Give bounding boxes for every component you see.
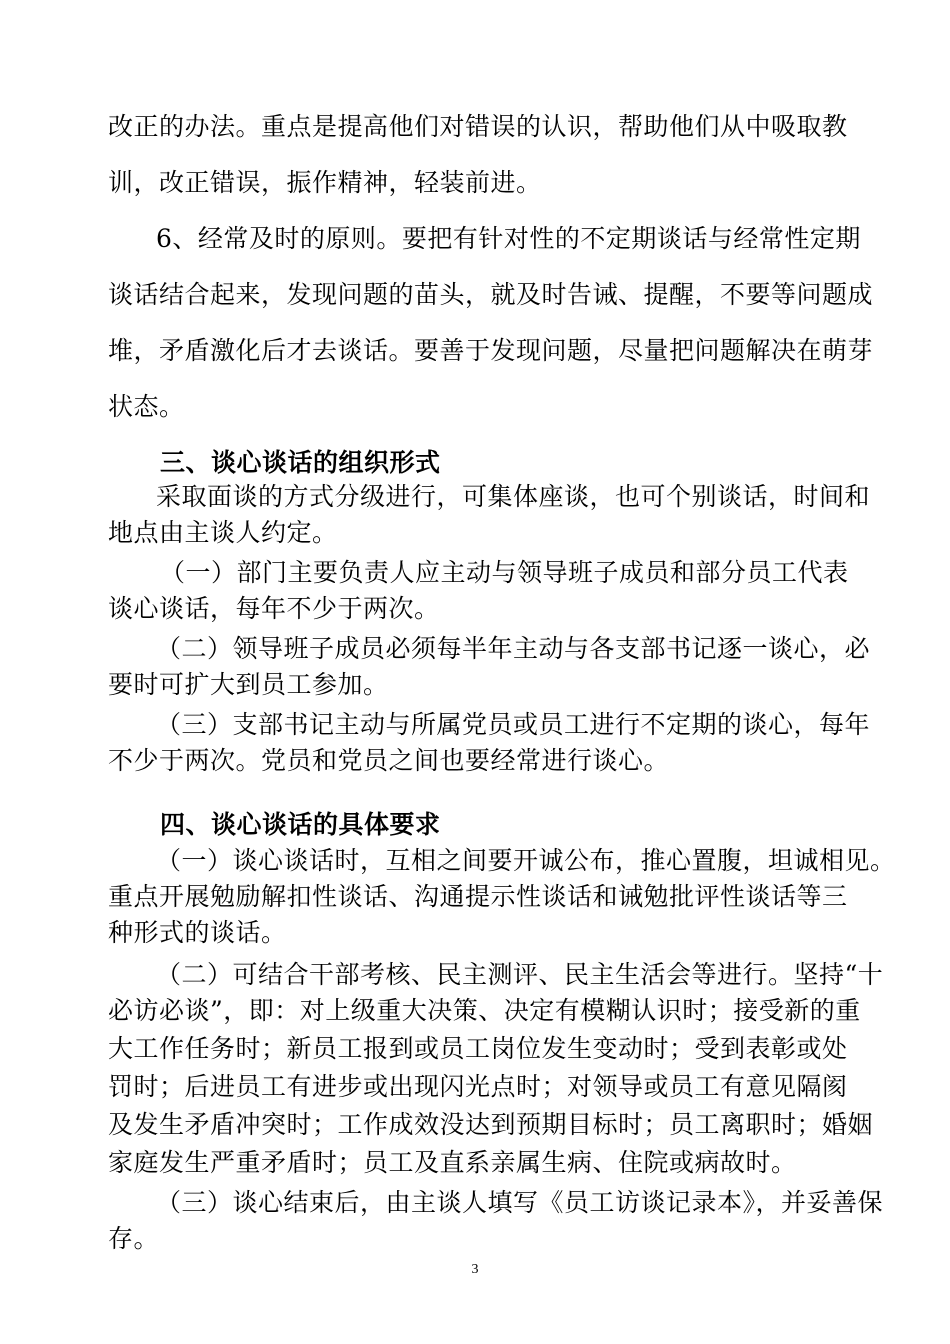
paragraph-line: 谈话结合起来，发现问题的苗头，就及时告诫、提醒，不要等问题成 (108, 280, 874, 309)
page-number: 3 (471, 1262, 479, 1277)
paragraph-line: 重点开展勉励解扣性谈话、沟通提示性谈话和诫勉批评性谈话等三 (108, 882, 848, 911)
paragraph-line: （三）支部书记主动与所属党员或员工进行不定期的谈心，每年 (156, 710, 871, 739)
paragraph-line: 训，改正错误，振作精神，轻装前进。 (108, 168, 542, 197)
paragraph-line: 种形式的谈话。 (108, 918, 287, 947)
paragraph-line: 存。 (108, 1224, 160, 1253)
paragraph-line: 谈心谈话，每年不少于两次。 (108, 594, 440, 623)
paragraph-line: 罚时；后进员工有进步或出现闪光点时；对领导或员工有意见隔阂 (108, 1072, 848, 1101)
paragraph-line: （三）谈心结束后，由主谈人填写《员工访谈记录本》，并妥善保 (156, 1188, 884, 1217)
paragraph-line: 不少于两次。党员和党员之间也要经常进行谈心。 (108, 746, 670, 775)
paragraph-line: 状态。 (108, 392, 185, 421)
paragraph-line: （二）可结合干部考核、民主测评、民主生活会等进行。坚持“十 (156, 960, 884, 989)
paragraph-line: 采取面谈的方式分级进行，可集体座谈，也可个别谈话，时间和 (156, 482, 871, 511)
paragraph-line: 6、经常及时的原则。要把有针对性的不定期谈话与经常性定期 (156, 224, 861, 253)
paragraph-line: 地点由主谈人约定。 (108, 518, 338, 547)
paragraph-line: 改正的办法。重点是提高他们对错误的认识，帮助他们从中吸取教 (108, 112, 848, 141)
paragraph-line: 大工作任务时；新员工报到或员工岗位发生变动时；受到表彰或处 (108, 1034, 848, 1063)
paragraph-line: 必访必谈”，即：对上级重大决策、决定有模糊认识时；接受新的重 (108, 996, 861, 1025)
paragraph-line: （二）领导班子成员必须每半年主动与各支部书记逐一谈心，必 (156, 634, 871, 663)
paragraph-line: （一）部门主要负责人应主动与领导班子成员和部分员工代表 (160, 558, 849, 587)
section-heading: 三、谈心谈话的组织形式 (160, 448, 441, 477)
paragraph-line: 堆，矛盾激化后才去谈话。要善于发现问题，尽量把问题解决在萌芽 (108, 336, 874, 365)
paragraph-line: （一）谈心谈话时，互相之间要开诚公布，推心置腹，坦诚相见。 (156, 846, 896, 875)
paragraph-line: 要时可扩大到员工参加。 (108, 670, 389, 699)
paragraph-line: 家庭发生严重矛盾时；员工及直系亲属生病、住院或病故时。 (108, 1148, 797, 1177)
section-heading: 四、谈心谈话的具体要求 (160, 810, 441, 839)
paragraph-line: 及发生矛盾冲突时；工作成效没达到预期目标时；员工离职时；婚姻 (108, 1110, 874, 1139)
